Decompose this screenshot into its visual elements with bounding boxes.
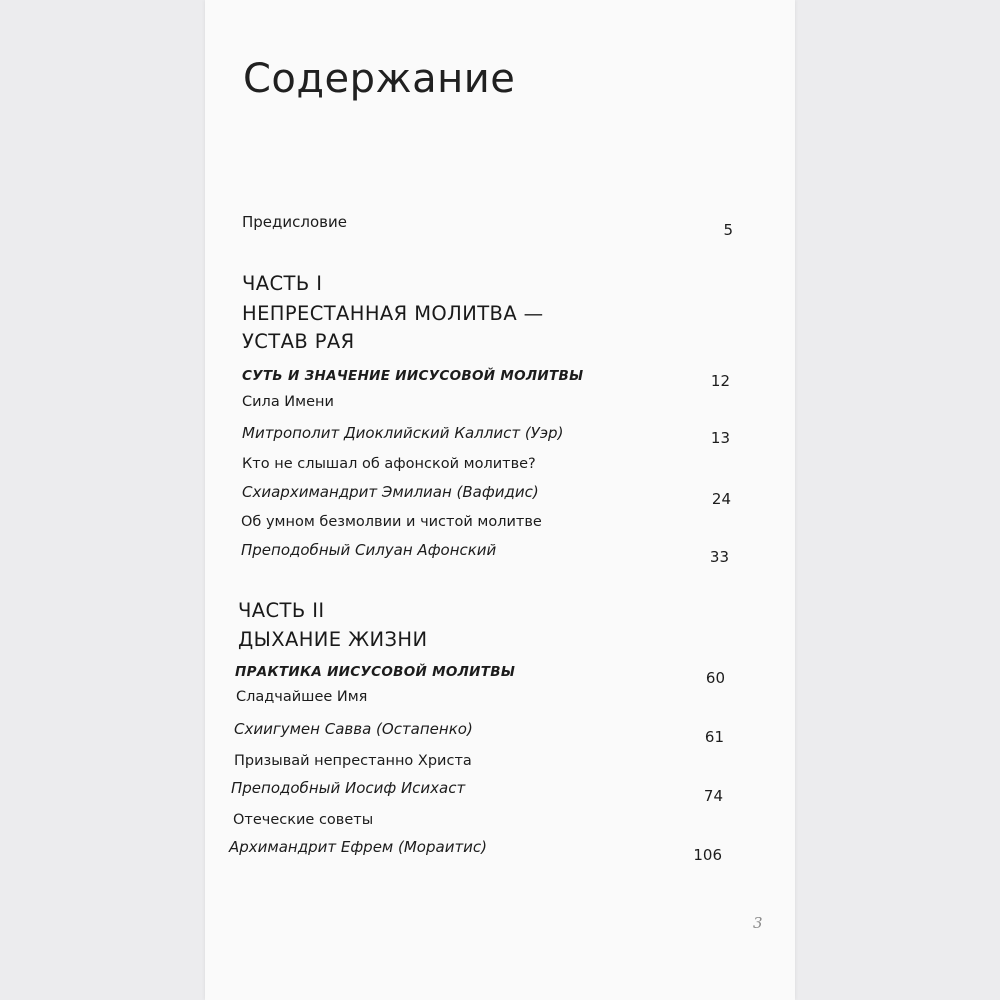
part1-section-label: СУТЬ И ЗНАЧЕНИЕ ИИСУСОВОЙ МОЛИТВЫ bbox=[242, 368, 584, 384]
part1-section-page: 12 bbox=[710, 372, 730, 390]
toc-entry-title: Призывай непрестанно Христа bbox=[234, 753, 472, 769]
book-page bbox=[205, 0, 795, 1000]
toc-entry-author: Преподобный Силуан Афонский bbox=[241, 541, 497, 559]
part2-section-page: 60 bbox=[705, 669, 725, 687]
toc-entry-title: Об умном безмолвии и чистой молитве bbox=[241, 514, 542, 530]
toc-entry-title: Сладчайшее Имя bbox=[236, 689, 368, 705]
part1-title-line2: УСТАВ РАЯ bbox=[242, 330, 355, 353]
toc-entry-page: 33 bbox=[709, 548, 729, 566]
part2-section-label: ПРАКТИКА ИИСУСОВОЙ МОЛИТВЫ bbox=[235, 664, 516, 680]
toc-entry-page: 24 bbox=[711, 490, 731, 508]
toc-preface-page: 5 bbox=[723, 221, 733, 239]
page-title: Содержание bbox=[243, 56, 516, 102]
toc-entry-page: 61 bbox=[704, 728, 724, 746]
toc-entry-title: Сила Имени bbox=[242, 394, 334, 410]
toc-entry-page: 74 bbox=[703, 787, 723, 805]
toc-entry-author: Митрополит Диоклийский Каллист (Уэр) bbox=[242, 424, 564, 442]
part2-number: ЧАСТЬ II bbox=[238, 599, 325, 622]
toc-entry-author: Архимандрит Ефрем (Мораитис) bbox=[229, 838, 488, 856]
toc-entry-page: 106 bbox=[693, 846, 722, 864]
part1-number: ЧАСТЬ I bbox=[242, 272, 323, 295]
toc-preface-label: Предисловие bbox=[242, 213, 347, 231]
part2-title: ДЫХАНИЕ ЖИЗНИ bbox=[238, 628, 428, 651]
folio-page-number: 3 bbox=[753, 914, 763, 932]
toc-entry-author: Схиигумен Савва (Остапенко) bbox=[234, 720, 473, 738]
toc-entry-title: Отеческие советы bbox=[233, 812, 374, 828]
toc-entry-author: Преподобный Иосиф Исихаст bbox=[231, 779, 466, 797]
toc-entry-page: 13 bbox=[710, 429, 730, 447]
part1-title-line1: НЕПРЕСТАННАЯ МОЛИТВА — bbox=[242, 302, 544, 325]
toc-entry-title: Кто не слышал об афонской молитве? bbox=[242, 456, 536, 472]
toc-entry-author: Схиархимандрит Эмилиан (Вафидис) bbox=[242, 483, 539, 501]
